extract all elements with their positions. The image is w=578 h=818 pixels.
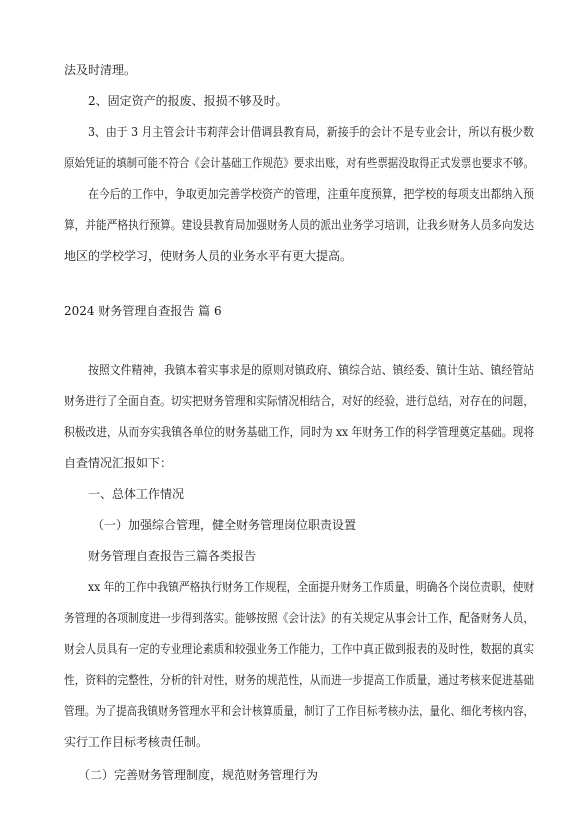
text-line: 原始凭证的填制可能不符合《会计基础工作规范》要求出账，对有些票据没取得正式发票也要求不够。 — [64, 156, 535, 170]
text-line: 自查情况汇报如下： — [64, 456, 173, 470]
text-line: 务管理的各项制度进一步得到落实。能够按照《会计法》的有关规定从事会计工作，配备财务人员， — [64, 611, 535, 625]
text-line: 财会人员具有一定的专业理论素质和较强业务工作能力，工作中真正做到报表的及时性，数据的真实 — [64, 642, 535, 656]
text-line: 性，资料的完整性，分析的针对性，财务的规范性，从而进一步提高工作质量，通过考核来促进基础 — [64, 673, 535, 687]
subheading: 一、总体工作情况 — [88, 487, 185, 501]
text-line: 财务进行了全面自查。切实把财务管理和实际情况相结合，对好的经验，进行总结，对存在的问题， — [64, 394, 535, 408]
text-line: 在今后的工作中，争取更加完善学校资产的管理，注重年度预算，把学校的每项支出都纳入预 — [88, 187, 535, 201]
text-line: 管理。为了提高我镇财务管理水平和会计核算质量，制订了工作目标考核办法，量化、细化考核内容， — [64, 704, 535, 718]
text-line: 2、固定资产的报废、报损不够及时。 — [88, 94, 288, 108]
text-line: xx 年的工作中我镇严格执行财务工作规程，全面提升财务工作质量，明确各个岗位责职，使财 — [88, 580, 535, 594]
text-line: 3、由于 3 月主管会计韦莉萍会计借调县教育局，新接手的会计不是专业会计，所以有极少数 — [88, 125, 534, 139]
text-line: 按照文件精神，我镇本着实事求是的原则对镇政府、镇综合站、镇经委、镇计生站、镇经管站 — [88, 363, 535, 377]
text-line: 法及时清理。 — [64, 63, 137, 77]
text-line: 地区的学校学习，使财务人员的业务水平有更大提高。 — [64, 249, 353, 263]
text-line: 实行工作目标考核责任制。 — [64, 735, 209, 749]
section-title: 2024 财务管理自查报告 篇 6 — [64, 304, 222, 318]
subheading: 财务管理自查报告三篇各类报告 — [88, 549, 257, 563]
subheading: （二）完善财务管理制度，规范财务管理行为 — [78, 768, 319, 782]
text-line: 积极改进，从而夯实我镇各单位的财务基础工作，同时为 xx 年财务工作的科学管理奠定基础。现将 — [64, 425, 535, 439]
subheading: （一）加强综合管理，健全财务管理岗位职责设置 — [92, 518, 357, 532]
text-line: 算，并能严格执行预算。建设县教育局加强财务人员的派出业务学习培训，让我乡财务人员多向发达 — [64, 218, 535, 232]
